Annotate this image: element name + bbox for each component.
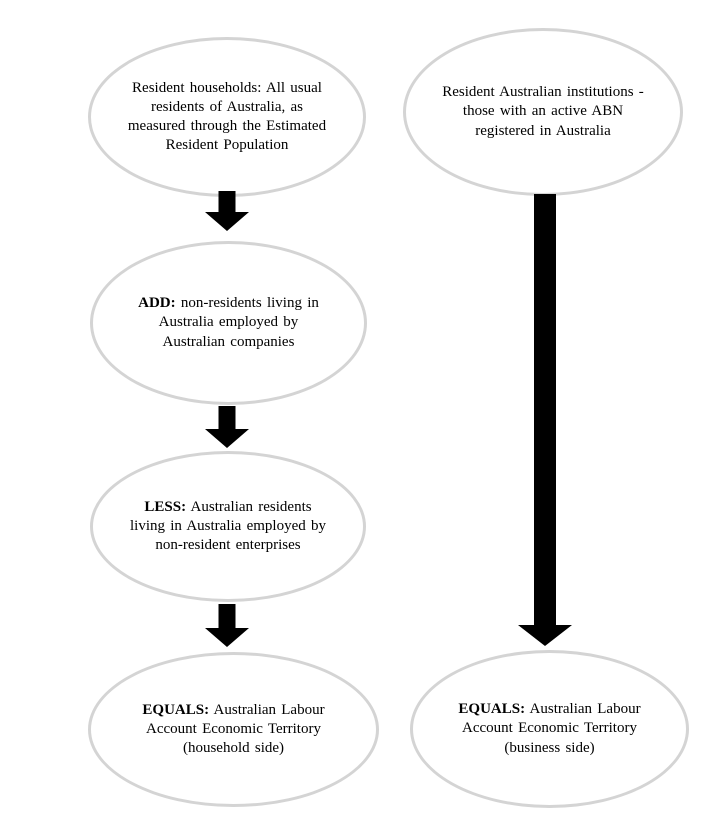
node-prefix: EQUALS:: [458, 701, 526, 718]
node-resident-institutions: [403, 28, 683, 196]
down-arrow-icon: [205, 604, 249, 647]
node-body-text: Australian Labour Account Economic Territory (business side): [462, 701, 641, 756]
node-less-australian-residents: [90, 451, 366, 602]
node-prefix: EQUALS:: [142, 701, 210, 718]
node-equals-household-side-text: [128, 701, 340, 759]
node-equals-business-side: [410, 650, 689, 808]
node-body-text: Resident households: All usual residents of Australia, as measured through the Estimated Resident Population: [127, 79, 327, 154]
node-equals-business-side-text: [444, 700, 656, 758]
node-prefix: LESS:: [144, 498, 187, 515]
down-arrow-shape: [205, 406, 249, 448]
node-body-text: non-residents living in Australia employed by Australian companies: [158, 295, 319, 350]
node-body-text: Australian Labour Account Economic Territory (household side): [146, 701, 325, 757]
node-prefix: ADD:: [138, 295, 176, 312]
node-add-non-residents-text: [130, 294, 328, 352]
node-add-non-residents: [90, 241, 367, 405]
long-down-arrow-icon: [516, 194, 574, 646]
node-equals-household-side: [88, 652, 379, 807]
node-less-australian-residents-text: [128, 498, 328, 556]
node-body-text: Resident Australian institutions - those with an active ABN registered in Australia: [442, 84, 644, 139]
node-body-text: Australian residents living in Australia employed by non-resident enterprises: [130, 498, 326, 554]
down-arrow-icon: [205, 406, 249, 448]
node-resident-households: [88, 37, 366, 197]
long-down-arrow-shape: [518, 194, 572, 646]
down-arrow-shape: [205, 604, 249, 647]
node-resident-institutions-text: [439, 83, 647, 141]
down-arrow-icon: [205, 191, 249, 231]
node-resident-households-text: [127, 79, 327, 156]
down-arrow-shape: [205, 191, 249, 231]
